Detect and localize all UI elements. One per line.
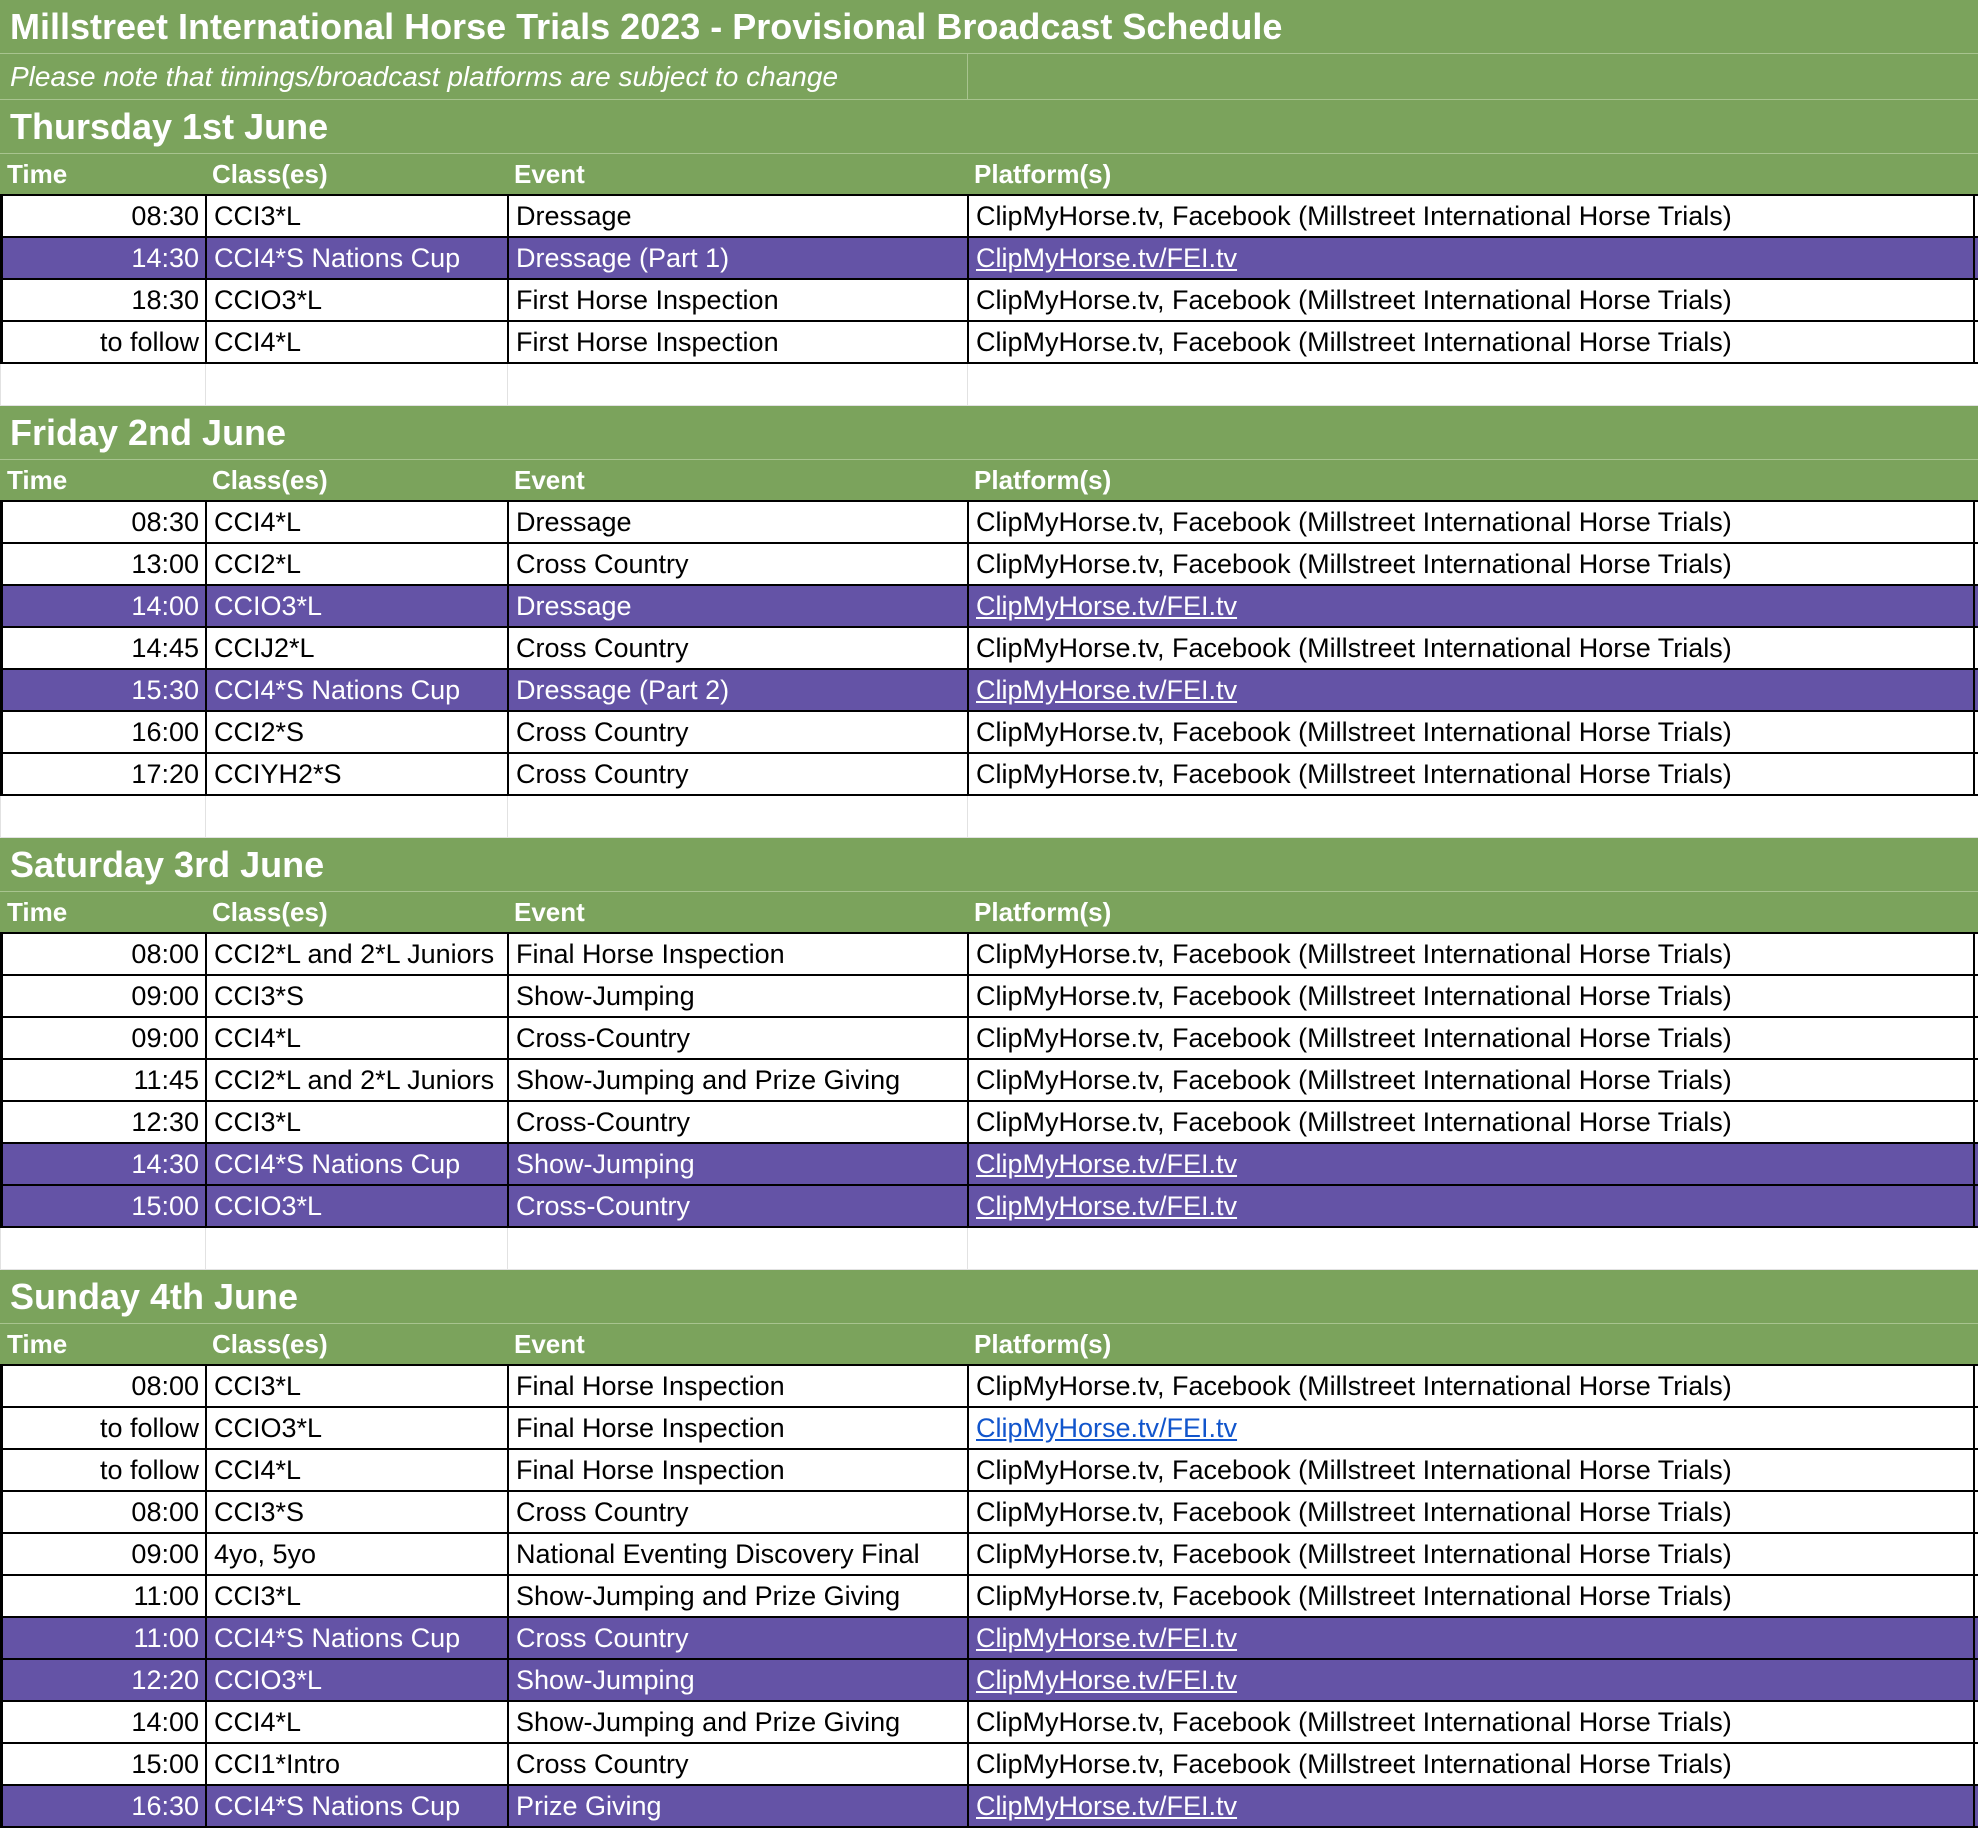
time-cell[interactable]: 11:00 <box>0 1576 205 1616</box>
class-cell[interactable]: CCI3*S <box>205 976 507 1016</box>
table-row <box>0 934 1978 976</box>
class-cell[interactable]: CCI2*S <box>205 712 507 752</box>
header-time[interactable]: Time <box>7 896 68 927</box>
day-heading-row <box>0 406 1978 460</box>
table-row <box>0 1102 1978 1144</box>
time-cell[interactable]: 08:00 <box>0 1492 205 1532</box>
header-platforms[interactable]: Platform(s) <box>974 896 1112 927</box>
event-cell[interactable]: Cross Country <box>507 544 967 584</box>
row-right-edge <box>1973 1144 1978 1184</box>
table-row <box>0 1060 1978 1102</box>
table-row <box>0 628 1978 670</box>
platform-cell[interactable]: ClipMyHorse.tv, Facebook (Millstreet International Horse Trials) <box>967 754 1973 794</box>
table-row <box>0 1744 1978 1786</box>
platform-cell[interactable]: ClipMyHorse.tv, Facebook (Millstreet International Horse Trials) <box>967 502 1973 542</box>
row-right-edge <box>1973 1450 1978 1490</box>
time-cell[interactable]: 14:00 <box>0 586 205 626</box>
class-cell[interactable]: CCIO3*L <box>205 586 507 626</box>
platform-link[interactable]: ClipMyHorse.tv/FEI.tv <box>976 590 1238 621</box>
class-cell[interactable]: CCI4*S Nations Cup <box>205 1786 507 1826</box>
class-cell[interactable]: CCI4*S Nations Cup <box>205 1618 507 1658</box>
row-right-edge <box>1973 1408 1978 1448</box>
class-cell[interactable]: CCIO3*L <box>205 1660 507 1700</box>
class-cell[interactable]: CCIO3*L <box>205 280 507 320</box>
event-cell[interactable]: Dressage <box>507 502 967 542</box>
platform-cell[interactable] <box>967 238 1973 278</box>
time-cell[interactable]: 11:45 <box>0 1060 205 1100</box>
class-cell[interactable]: CCI3*S <box>205 1492 507 1532</box>
platform-cell[interactable] <box>967 1660 1973 1700</box>
class-cell[interactable]: CCIYH2*S <box>205 754 507 794</box>
table-row <box>0 1576 1978 1618</box>
platform-cell[interactable]: ClipMyHorse.tv, Facebook (Millstreet International Horse Trials) <box>967 1492 1973 1532</box>
table-row <box>0 712 1978 754</box>
table-row <box>0 754 1978 796</box>
platform-link[interactable]: ClipMyHorse.tv/FEI.tv <box>976 242 1238 273</box>
blank-row <box>0 1228 1978 1270</box>
row-right-edge <box>1973 1702 1978 1742</box>
empty-cell[interactable] <box>0 1228 205 1269</box>
class-cell[interactable]: CCI2*L <box>205 544 507 584</box>
class-cell[interactable]: CCIO3*L <box>205 1186 507 1226</box>
platform-cell[interactable]: ClipMyHorse.tv, Facebook (Millstreet International Horse Trials) <box>967 322 1973 362</box>
header-event[interactable]: Event <box>514 1328 585 1359</box>
class-cell[interactable]: CCI3*L <box>205 196 507 236</box>
platform-cell[interactable] <box>967 1786 1973 1826</box>
class-cell[interactable]: CCI4*L <box>205 1702 507 1742</box>
platform-cell[interactable]: ClipMyHorse.tv, Facebook (Millstreet International Horse Trials) <box>967 280 1973 320</box>
platform-cell[interactable] <box>967 1618 1973 1658</box>
table-row <box>0 1366 1978 1408</box>
event-cell[interactable]: Cross Country <box>507 1618 967 1658</box>
header-event[interactable]: Event <box>514 158 585 189</box>
empty-cell[interactable] <box>967 1228 1973 1269</box>
platform-cell[interactable] <box>967 1144 1973 1184</box>
class-cell[interactable]: CCI4*S Nations Cup <box>205 670 507 710</box>
table-row <box>0 1408 1978 1450</box>
platform-link[interactable]: ClipMyHorse.tv/FEI.tv <box>976 1622 1238 1653</box>
platform-link[interactable]: ClipMyHorse.tv/FEI.tv <box>976 1664 1238 1695</box>
table-row <box>0 280 1978 322</box>
event-cell[interactable]: Final Horse Inspection <box>507 1408 967 1448</box>
table-row <box>0 1492 1978 1534</box>
time-cell[interactable]: 09:00 <box>0 976 205 1016</box>
event-cell[interactable]: Show-Jumping and Prize Giving <box>507 1060 967 1100</box>
platform-cell[interactable]: ClipMyHorse.tv, Facebook (Millstreet International Horse Trials) <box>967 1450 1973 1490</box>
time-cell[interactable]: 12:20 <box>0 1660 205 1700</box>
header-event[interactable]: Event <box>514 464 585 495</box>
row-right-edge <box>1973 502 1978 542</box>
column-header-row <box>0 1324 1978 1366</box>
empty-cell[interactable] <box>967 796 1973 837</box>
event-cell[interactable]: Show-Jumping and Prize Giving <box>507 1702 967 1742</box>
platform-cell[interactable]: ClipMyHorse.tv, Facebook (Millstreet International Horse Trials) <box>967 1702 1973 1742</box>
row-right-edge <box>1973 1366 1978 1406</box>
event-cell[interactable]: Cross Country <box>507 628 967 668</box>
event-cell[interactable]: Show-Jumping <box>507 976 967 1016</box>
sheet-title[interactable]: Millstreet International Horse Trials 2023 - Provisional Broadcast Schedule <box>10 5 1283 47</box>
table-row <box>0 976 1978 1018</box>
row-right-edge <box>1973 238 1978 278</box>
class-cell[interactable]: CCI4*L <box>205 502 507 542</box>
platform-link[interactable]: ClipMyHorse.tv/FEI.tv <box>976 1412 1238 1443</box>
day-heading-row <box>0 838 1978 892</box>
row-right-edge <box>1973 322 1978 362</box>
row-right-edge <box>1973 280 1978 320</box>
empty-cell[interactable] <box>205 364 507 405</box>
empty-cell[interactable] <box>507 1228 967 1269</box>
header-classes[interactable]: Class(es) <box>212 158 328 189</box>
blank-row <box>0 796 1978 838</box>
time-cell[interactable]: 09:00 <box>0 1018 205 1058</box>
class-cell[interactable]: CCI4*S Nations Cup <box>205 1144 507 1184</box>
row-right-edge <box>1973 1060 1978 1100</box>
schedule-note[interactable]: Please note that timings/broadcast platforms are subject to change <box>10 60 839 92</box>
event-cell[interactable]: Show-Jumping and Prize Giving <box>507 1576 967 1616</box>
table-row <box>0 1450 1978 1492</box>
platform-cell[interactable]: ClipMyHorse.tv, Facebook (Millstreet International Horse Trials) <box>967 1102 1973 1142</box>
row-right-edge <box>1973 976 1978 1016</box>
event-cell[interactable]: Cross Country <box>507 712 967 752</box>
empty-cell[interactable] <box>0 364 205 405</box>
empty-cell[interactable] <box>205 1228 507 1269</box>
time-cell[interactable]: 08:00 <box>0 1366 205 1406</box>
platform-cell[interactable]: ClipMyHorse.tv, Facebook (Millstreet International Horse Trials) <box>967 934 1973 974</box>
time-cell[interactable]: to follow <box>0 322 205 362</box>
table-row <box>0 238 1978 280</box>
column-header-row <box>0 892 1978 934</box>
time-cell[interactable]: 08:00 <box>0 934 205 974</box>
empty-cell[interactable] <box>507 796 967 837</box>
class-cell[interactable]: CCIO3*L <box>205 1408 507 1448</box>
table-row <box>0 1186 1978 1228</box>
time-cell[interactable]: 14:00 <box>0 1702 205 1742</box>
platform-link[interactable]: ClipMyHorse.tv/FEI.tv <box>976 1790 1238 1821</box>
platform-cell[interactable] <box>967 1186 1973 1226</box>
event-cell[interactable]: Cross-Country <box>507 1102 967 1142</box>
platform-cell[interactable]: ClipMyHorse.tv, Facebook (Millstreet International Horse Trials) <box>967 1366 1973 1406</box>
platform-link[interactable]: ClipMyHorse.tv/FEI.tv <box>976 1190 1238 1221</box>
header-time[interactable]: Time <box>7 1328 68 1359</box>
header-time[interactable]: Time <box>7 464 68 495</box>
row-right-edge <box>1973 196 1978 236</box>
time-cell[interactable]: 18:30 <box>0 280 205 320</box>
day-heading[interactable]: Saturday 3rd June <box>10 843 325 885</box>
column-header-row <box>0 154 1978 196</box>
time-cell[interactable]: 15:30 <box>0 670 205 710</box>
class-cell[interactable]: CCI3*L <box>205 1102 507 1142</box>
row-right-edge <box>1973 754 1978 794</box>
header-classes[interactable]: Class(es) <box>212 896 328 927</box>
table-row <box>0 1618 1978 1660</box>
row-right-edge <box>1973 670 1978 710</box>
class-cell[interactable]: CCI2*L and 2*L Juniors <box>205 934 507 974</box>
time-cell[interactable]: 11:00 <box>0 1618 205 1658</box>
event-cell[interactable]: Dressage <box>507 586 967 626</box>
column-header-row <box>0 460 1978 502</box>
time-cell[interactable]: 15:00 <box>0 1744 205 1784</box>
platform-cell[interactable]: ClipMyHorse.tv, Facebook (Millstreet International Horse Trials) <box>967 1018 1973 1058</box>
header-time[interactable]: Time <box>7 158 68 189</box>
note-row <box>0 54 1978 100</box>
event-cell[interactable]: Cross Country <box>507 1744 967 1784</box>
table-row <box>0 1702 1978 1744</box>
row-right-edge <box>1973 1492 1978 1532</box>
header-classes[interactable]: Class(es) <box>212 1328 328 1359</box>
header-classes[interactable]: Class(es) <box>212 464 328 495</box>
platform-cell[interactable] <box>967 670 1973 710</box>
row-right-edge <box>1973 1618 1978 1658</box>
event-cell[interactable]: Final Horse Inspection <box>507 1450 967 1490</box>
platform-cell[interactable]: ClipMyHorse.tv, Facebook (Millstreet International Horse Trials) <box>967 544 1973 584</box>
table-row <box>0 1534 1978 1576</box>
row-right-edge <box>1973 712 1978 752</box>
time-cell[interactable]: 13:00 <box>0 544 205 584</box>
row-right-edge <box>1973 628 1978 668</box>
day-heading-row <box>0 1270 1978 1324</box>
empty-cell[interactable] <box>0 796 205 837</box>
class-cell[interactable]: CCI4*L <box>205 1018 507 1058</box>
table-row <box>0 1660 1978 1702</box>
header-platforms[interactable]: Platform(s) <box>974 464 1112 495</box>
row-right-edge <box>1973 1744 1978 1784</box>
time-cell[interactable]: to follow <box>0 1450 205 1490</box>
platform-cell[interactable]: ClipMyHorse.tv, Facebook (Millstreet International Horse Trials) <box>967 976 1973 1016</box>
platform-cell[interactable] <box>967 586 1973 626</box>
title-row <box>0 0 1978 54</box>
table-row <box>0 544 1978 586</box>
table-row <box>0 1144 1978 1186</box>
day-heading[interactable]: Sunday 4th June <box>10 1275 299 1317</box>
row-right-edge <box>1973 934 1978 974</box>
event-cell[interactable]: Show-Jumping <box>507 1144 967 1184</box>
event-cell[interactable]: Cross Country <box>507 1492 967 1532</box>
time-cell[interactable]: 08:30 <box>0 502 205 542</box>
empty-cell[interactable] <box>205 796 507 837</box>
class-cell[interactable]: CCI4*L <box>205 322 507 362</box>
event-cell[interactable]: Dressage <box>507 196 967 236</box>
class-cell[interactable]: CCI3*L <box>205 1576 507 1616</box>
event-cell[interactable]: Dressage (Part 1) <box>507 238 967 278</box>
header-event[interactable]: Event <box>514 896 585 927</box>
event-cell[interactable]: Final Horse Inspection <box>507 1366 967 1406</box>
class-cell[interactable]: CCIJ2*L <box>205 628 507 668</box>
time-cell[interactable]: 14:30 <box>0 1144 205 1184</box>
row-right-edge <box>1973 1786 1978 1826</box>
row-right-edge <box>1973 544 1978 584</box>
time-cell[interactable]: 17:20 <box>0 754 205 794</box>
platform-cell[interactable]: ClipMyHorse.tv, Facebook (Millstreet International Horse Trials) <box>967 628 1973 668</box>
platform-cell[interactable] <box>967 1408 1973 1448</box>
table-row <box>0 322 1978 364</box>
platform-cell[interactable]: ClipMyHorse.tv, Facebook (Millstreet International Horse Trials) <box>967 1060 1973 1100</box>
event-cell[interactable]: Cross-Country <box>507 1186 967 1226</box>
platform-cell[interactable]: ClipMyHorse.tv, Facebook (Millstreet International Horse Trials) <box>967 712 1973 752</box>
row-right-edge <box>1973 1186 1978 1226</box>
time-cell[interactable]: 12:30 <box>0 1102 205 1142</box>
table-row <box>0 1786 1978 1828</box>
time-cell[interactable]: 09:00 <box>0 1534 205 1574</box>
day-heading-row <box>0 100 1978 154</box>
row-right-edge <box>1973 1534 1978 1574</box>
platform-cell[interactable]: ClipMyHorse.tv, Facebook (Millstreet International Horse Trials) <box>967 1576 1973 1616</box>
header-platforms[interactable]: Platform(s) <box>974 158 1112 189</box>
event-cell[interactable]: Show-Jumping <box>507 1660 967 1700</box>
class-cell[interactable]: CCI4*L <box>205 1450 507 1490</box>
table-row <box>0 196 1978 238</box>
blank-row <box>0 364 1978 406</box>
class-cell[interactable]: CCI3*L <box>205 1366 507 1406</box>
event-cell[interactable]: Dressage (Part 2) <box>507 670 967 710</box>
platform-cell[interactable]: ClipMyHorse.tv, Facebook (Millstreet International Horse Trials) <box>967 196 1973 236</box>
time-cell[interactable]: to follow <box>0 1408 205 1448</box>
platform-link[interactable]: ClipMyHorse.tv/FEI.tv <box>976 674 1238 705</box>
event-cell[interactable]: Cross-Country <box>507 1018 967 1058</box>
empty-cell[interactable] <box>967 364 1973 405</box>
event-cell[interactable]: National Eventing Discovery Final <box>507 1534 967 1574</box>
platform-cell[interactable]: ClipMyHorse.tv, Facebook (Millstreet International Horse Trials) <box>967 1534 1973 1574</box>
event-cell[interactable]: First Horse Inspection <box>507 280 967 320</box>
table-row <box>0 586 1978 628</box>
row-right-edge <box>1973 1660 1978 1700</box>
row-right-edge <box>1973 1018 1978 1058</box>
time-cell[interactable]: 14:30 <box>0 238 205 278</box>
class-cell[interactable]: CCI2*L and 2*L Juniors <box>205 1060 507 1100</box>
empty-cell[interactable] <box>507 364 967 405</box>
event-cell[interactable]: First Horse Inspection <box>507 322 967 362</box>
platform-cell[interactable]: ClipMyHorse.tv, Facebook (Millstreet International Horse Trials) <box>967 1744 1973 1784</box>
table-row <box>0 670 1978 712</box>
table-row <box>0 1018 1978 1060</box>
time-cell[interactable]: 08:30 <box>0 196 205 236</box>
time-cell[interactable]: 16:00 <box>0 712 205 752</box>
class-cell[interactable]: CCI4*S Nations Cup <box>205 238 507 278</box>
class-cell[interactable]: 4yo, 5yo <box>205 1534 507 1574</box>
event-cell[interactable]: Final Horse Inspection <box>507 934 967 974</box>
table-row <box>0 502 1978 544</box>
day-heading[interactable]: Friday 2nd June <box>10 411 287 453</box>
row-right-edge <box>1973 1102 1978 1142</box>
class-cell[interactable]: CCI1*Intro <box>205 1744 507 1784</box>
event-cell[interactable]: Cross Country <box>507 754 967 794</box>
time-cell[interactable]: 15:00 <box>0 1186 205 1226</box>
day-heading[interactable]: Thursday 1st June <box>10 105 329 147</box>
time-cell[interactable]: 16:30 <box>0 1786 205 1826</box>
note-empty-cell[interactable] <box>967 54 1978 99</box>
row-right-edge <box>1973 1576 1978 1616</box>
platform-link[interactable]: ClipMyHorse.tv/FEI.tv <box>976 1148 1238 1179</box>
row-right-edge <box>1973 586 1978 626</box>
event-cell[interactable]: Prize Giving <box>507 1786 967 1826</box>
header-platforms[interactable]: Platform(s) <box>974 1328 1112 1359</box>
time-cell[interactable]: 14:45 <box>0 628 205 668</box>
